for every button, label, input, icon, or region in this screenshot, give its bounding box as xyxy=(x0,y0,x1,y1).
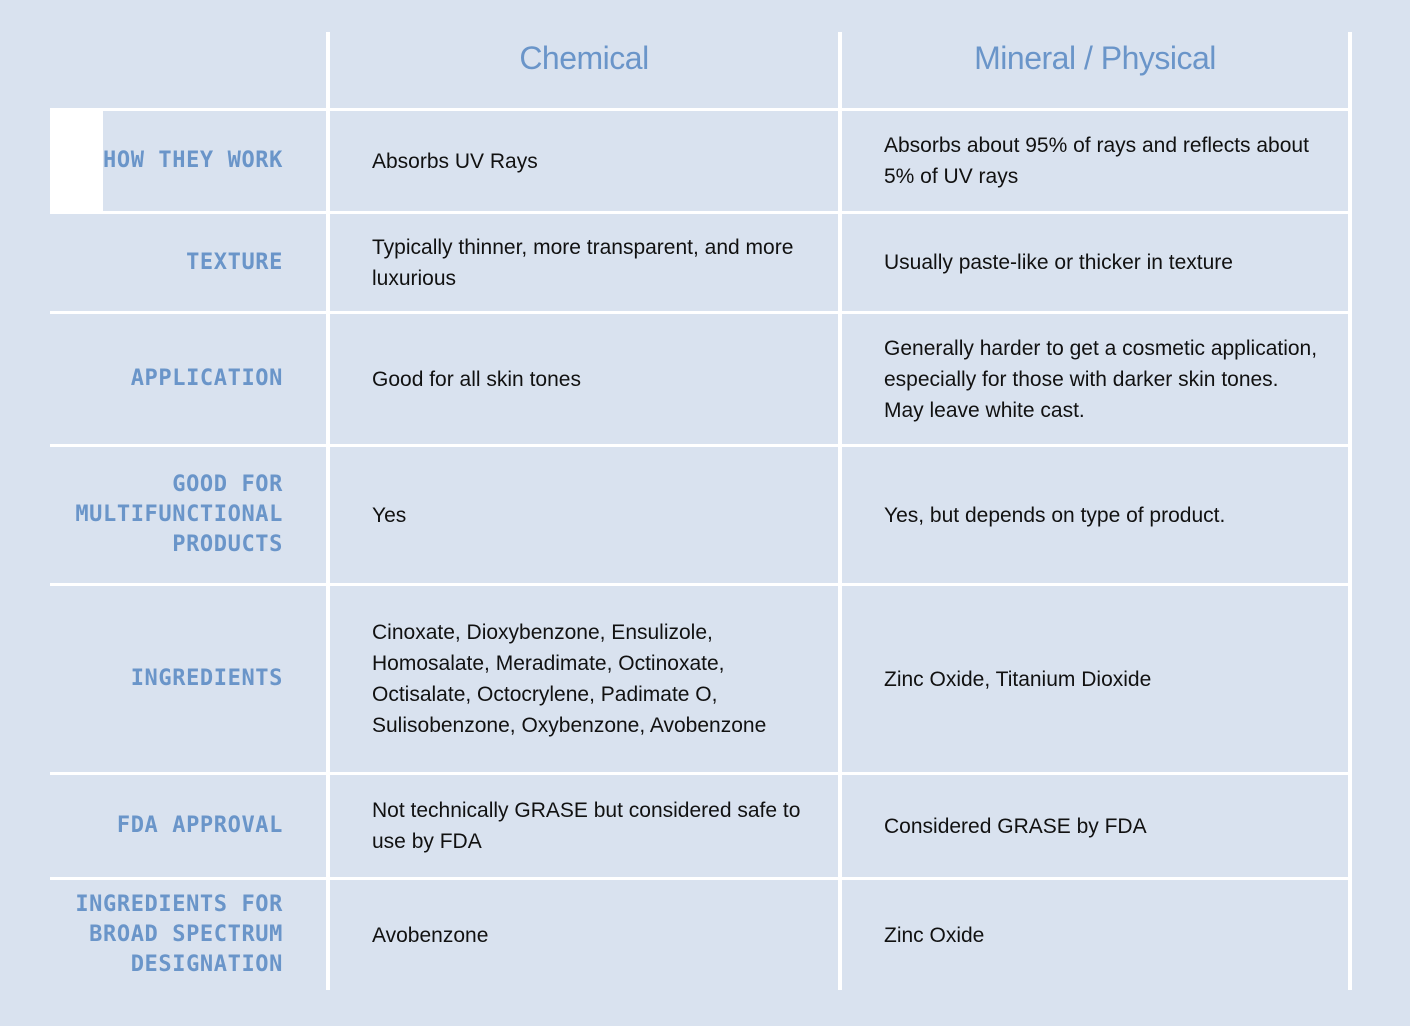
chemical-fda-approval: Not technically GRASE but considered safe to use by FDA xyxy=(330,775,838,877)
row-label-texture: TEXTURE xyxy=(50,214,326,311)
row-label-how-they-work: HOW THEY WORK xyxy=(103,111,326,211)
mineral-application: Generally harder to get a cosmetic application, especially for those with darker skin tones. May leave white cast. xyxy=(842,314,1348,444)
mineral-texture: Usually paste-like or thicker in texture xyxy=(842,214,1348,311)
chemical-broad-spectrum: Avobenzone xyxy=(330,880,838,990)
header-mineral: Mineral / Physical xyxy=(842,32,1348,108)
row-label-broad-spectrum: INGREDIENTS FOR BROAD SPECTRUM DESIGNATION xyxy=(50,880,326,990)
mineral-how-they-work: Absorbs about 95% of rays and reflects about 5% of UV rays xyxy=(842,111,1348,211)
row-label-ingredients: INGREDIENTS xyxy=(50,586,326,772)
chemical-ingredients: Cinoxate, Dioxybenzone, Ensulizole, Homosalate, Meradimate, Octinoxate, Octisalate, Octocrylene, Padimate O, Sulisobenzone, Oxybenzone, Avobenzone xyxy=(330,586,838,772)
header-empty-cell xyxy=(50,32,326,108)
mineral-broad-spectrum: Zinc Oxide xyxy=(842,880,1348,990)
header-chemical: Chemical xyxy=(330,32,838,108)
chemical-application: Good for all skin tones xyxy=(330,314,838,444)
row-label-fda-approval: FDA APPROVAL xyxy=(50,775,326,877)
mineral-ingredients: Zinc Oxide, Titanium Dioxide xyxy=(842,586,1348,772)
chemical-how-they-work: Absorbs UV Rays xyxy=(330,111,838,211)
row-label-multifunctional: GOOD FOR MULTIFUNCTIONAL PRODUCTS xyxy=(50,447,326,583)
mineral-fda-approval: Considered GRASE by FDA xyxy=(842,775,1348,877)
chemical-texture: Typically thinner, more transparent, and more luxurious xyxy=(330,214,838,311)
comparison-table xyxy=(50,32,1352,990)
chemical-multifunctional: Yes xyxy=(330,447,838,583)
row-label-application: APPLICATION xyxy=(50,314,326,444)
mineral-multifunctional: Yes, but depends on type of product. xyxy=(842,447,1348,583)
